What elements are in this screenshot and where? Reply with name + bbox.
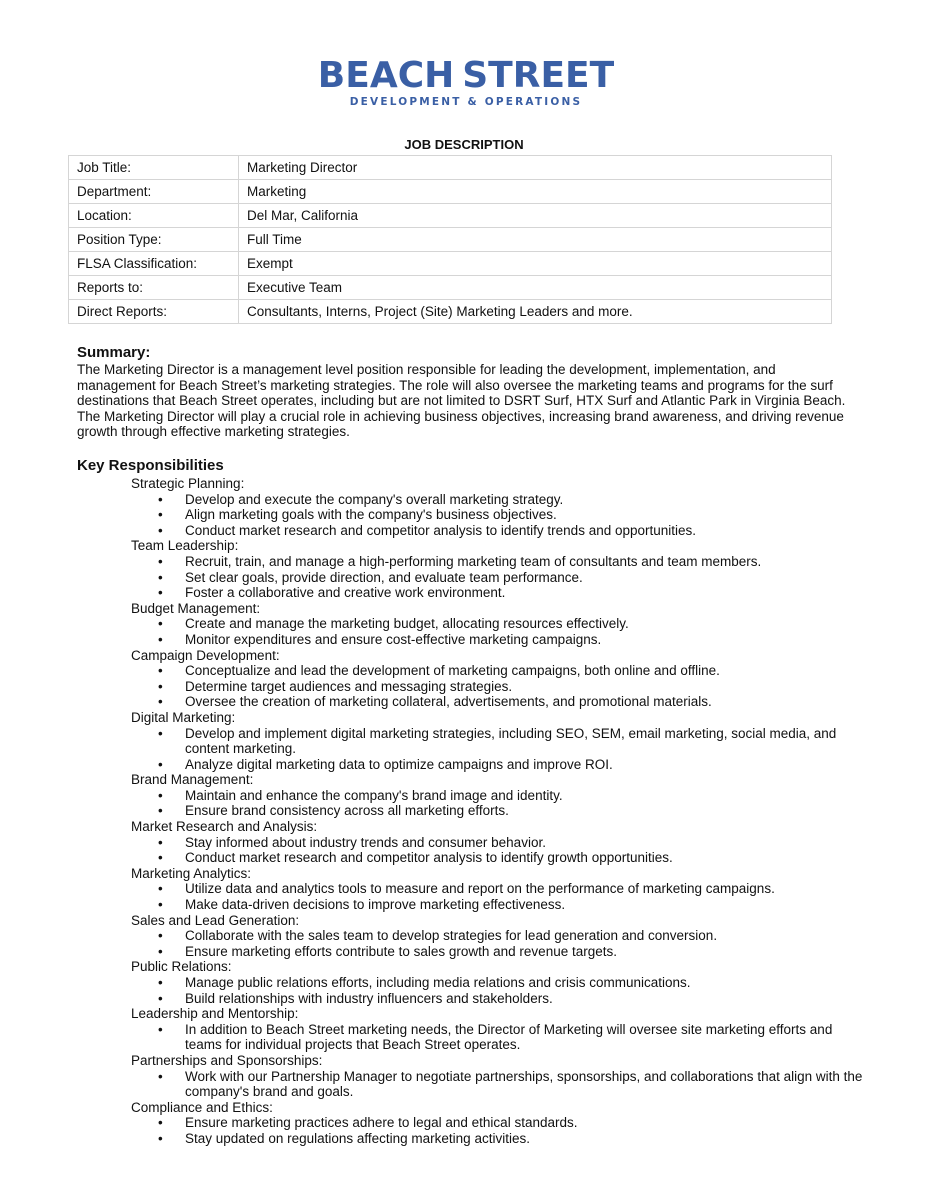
info-label: Location: (69, 204, 239, 228)
bullet-icon: • (158, 694, 163, 710)
list-item (77, 492, 867, 508)
list-item (77, 1022, 867, 1053)
responsibilities-list (77, 476, 867, 1147)
list-item (77, 679, 867, 695)
list-item-text: Conduct market research and competitor analysis to identify growth opportunities. (185, 850, 673, 866)
list-item-text: Build relationships with industry influencers and stakeholders. (185, 990, 553, 1006)
info-value: Del Mar, California (239, 204, 832, 228)
list-item-text: Determine target audiences and messaging strategies. (185, 678, 513, 694)
bullet-icon: • (158, 1115, 163, 1131)
bullet-icon: • (158, 507, 163, 523)
list-item-text: Ensure marketing efforts contribute to sales growth and revenue targets. (185, 943, 617, 959)
list-item (77, 663, 867, 679)
list-item (77, 757, 867, 773)
bullet-icon: • (158, 881, 163, 897)
bullet-icon: • (158, 1021, 163, 1037)
info-label: Position Type: (69, 228, 239, 252)
summary-heading: Summary: (77, 344, 151, 361)
list-item (77, 616, 867, 632)
bullet-icon: • (158, 663, 163, 679)
bullet-icon: • (158, 725, 163, 741)
list-item-text: Maintain and enhance the company's brand image and identity. (185, 787, 563, 803)
list-item (77, 1115, 867, 1131)
list-item-text: In addition to Beach Street marketing needs, the Director of Marketing will oversee site marketing efforts and teams for individual projects that Beach Street operates. (185, 1021, 833, 1053)
info-label: Direct Reports: (69, 300, 239, 324)
bullet-icon: • (158, 1068, 163, 1084)
bullet-icon: • (158, 834, 163, 850)
logo-word-beach: BEACH (317, 55, 455, 96)
list-item-text: Ensure brand consistency across all marketing efforts. (185, 803, 509, 819)
list-item-text: Set clear goals, provide direction, and evaluate team performance. (185, 569, 583, 585)
list-item-text: Create and manage the marketing budget, allocating resources effectively. (185, 616, 629, 632)
list-item-text: Develop and implement digital marketing strategies, including SEO, SEM, email marketing, social media, and content marketing. (185, 725, 837, 757)
list-item-text: Conduct market research and competitor analysis to identify trends and opportunities. (185, 522, 697, 538)
info-row (69, 252, 832, 276)
info-label: Department: (69, 180, 239, 204)
list-item-text: Oversee the creation of marketing collateral, advertisements, and promotional materials. (185, 694, 712, 710)
info-value: Full Time (239, 228, 832, 252)
info-value: Executive Team (239, 276, 832, 300)
bullet-icon: • (158, 850, 163, 866)
bullet-icon: • (158, 1130, 163, 1146)
responsibility-category: Compliance and Ethics: (131, 1099, 273, 1115)
bullet-icon: • (158, 678, 163, 694)
list-item-text: Utilize data and analytics tools to measure and report on the performance of marketing campaigns. (185, 881, 775, 897)
job-info-table (68, 155, 832, 324)
list-item (77, 975, 867, 991)
bullet-icon: • (158, 990, 163, 1006)
info-row (69, 228, 832, 252)
list-item (77, 523, 867, 539)
list-item-text: Foster a collaborative and creative work environment. (185, 585, 506, 601)
list-item (77, 1069, 867, 1100)
list-item-text: Monitor expenditures and ensure cost-effective marketing campaigns. (185, 631, 602, 647)
list-item (77, 585, 867, 601)
bullet-icon: • (158, 553, 163, 569)
list-item (77, 1131, 867, 1147)
list-item-text: Analyze digital marketing data to optimize campaigns and improve ROI. (185, 756, 613, 772)
responsibility-category: Brand Management: (131, 772, 254, 788)
responsibility-category: Sales and Lead Generation: (131, 912, 300, 928)
list-item (77, 788, 867, 804)
summary-paragraph: The Marketing Director is a management level position responsible for leading the development, implementation, and management for Beach Street’s marketing strategies. The role will also oversee the marketing teams and programs for the surf destinations that Beach Street operates, including but are not limited to DSRT Surf, HTX Surf and Atlantic Park in Virginia Beach. The Marketing Director will play a crucial role in achieving business objectives, increasing brand awareness, and driving revenue growth through effective marketing strategies. (77, 362, 846, 440)
company-logo (317, 55, 615, 110)
responsibility-category: Leadership and Mentorship: (131, 1006, 299, 1022)
list-item-text: Make data-driven decisions to improve marketing effectiveness. (185, 897, 566, 913)
list-item-text: Ensure marketing practices adhere to legal and ethical standards. (185, 1115, 578, 1131)
list-item-text: Work with our Partnership Manager to negotiate partnerships, sponsorships, and collaborations that align with the company's brand and goals. (185, 1068, 863, 1100)
list-item-text: Align marketing goals with the company's business objectives. (185, 507, 557, 523)
document-title: JOB DESCRIPTION (404, 137, 524, 152)
list-item (77, 632, 867, 648)
info-row (69, 180, 832, 204)
info-label: FLSA Classification: (69, 252, 239, 276)
info-row (69, 276, 832, 300)
bullet-icon: • (158, 631, 163, 647)
list-item (77, 991, 867, 1007)
responsibility-category: Digital Marketing: (131, 709, 236, 725)
bullet-icon: • (158, 756, 163, 772)
responsibility-category: Campaign Development: (131, 647, 280, 663)
bullet-icon: • (158, 569, 163, 585)
info-value: Marketing Director (239, 156, 832, 180)
bullet-icon: • (158, 616, 163, 632)
info-value: Exempt (239, 252, 832, 276)
bullet-icon: • (158, 522, 163, 538)
logo-word-street: STREET (462, 55, 615, 96)
bullet-icon: • (158, 928, 163, 944)
info-label: Reports to: (69, 276, 239, 300)
bullet-icon: • (158, 897, 163, 913)
list-item (77, 850, 867, 866)
info-row (69, 300, 832, 324)
info-value: Marketing (239, 180, 832, 204)
list-item-text: Collaborate with the sales team to develop strategies for lead generation and conversion. (185, 928, 718, 944)
list-item-text: Develop and execute the company's overall marketing strategy. (185, 491, 564, 507)
list-item (77, 881, 867, 897)
bullet-icon: • (158, 585, 163, 601)
list-item-text: Stay informed about industry trends and consumer behavior. (185, 834, 546, 850)
logo-tagline: DEVELOPMENT & OPERATIONS (349, 96, 583, 108)
list-item (77, 554, 867, 570)
list-item (77, 835, 867, 851)
bullet-icon: • (158, 975, 163, 990)
responsibilities-heading: Key Responsibilities (77, 457, 224, 474)
list-item (77, 944, 867, 960)
list-item (77, 928, 867, 944)
list-item-text: Stay updated on regulations affecting marketing activities. (185, 1130, 530, 1146)
list-item-text: Manage public relations efforts, including media relations and crisis communications. (185, 975, 691, 990)
bullet-icon: • (158, 787, 163, 803)
responsibility-category: Partnerships and Sponsorships: (131, 1052, 323, 1068)
list-item-text: Recruit, train, and manage a high-performing marketing team of consultants and team members. (185, 553, 762, 569)
list-item (77, 897, 867, 913)
info-row (69, 204, 832, 228)
list-item (77, 726, 867, 757)
list-item (77, 694, 867, 710)
responsibility-category: Budget Management: (131, 600, 261, 616)
list-item (77, 507, 867, 523)
bullet-icon: • (158, 943, 163, 959)
list-item-text: Conceptualize and lead the development of marketing campaigns, both online and offline. (185, 663, 720, 679)
responsibility-category: Team Leadership: (131, 538, 239, 554)
info-row (69, 156, 832, 180)
info-value: Consultants, Interns, Project (Site) Marketing Leaders and more. (239, 300, 832, 324)
bullet-icon: • (158, 491, 163, 507)
info-label: Job Title: (69, 156, 239, 180)
responsibility-category: Public Relations: (131, 959, 232, 975)
responsibility-category: Strategic Planning: (131, 476, 245, 491)
bullet-icon: • (158, 803, 163, 819)
responsibility-category: Market Research and Analysis: (131, 819, 318, 835)
responsibility-category: Marketing Analytics: (131, 865, 252, 881)
list-item (77, 570, 867, 586)
list-item (77, 803, 867, 819)
